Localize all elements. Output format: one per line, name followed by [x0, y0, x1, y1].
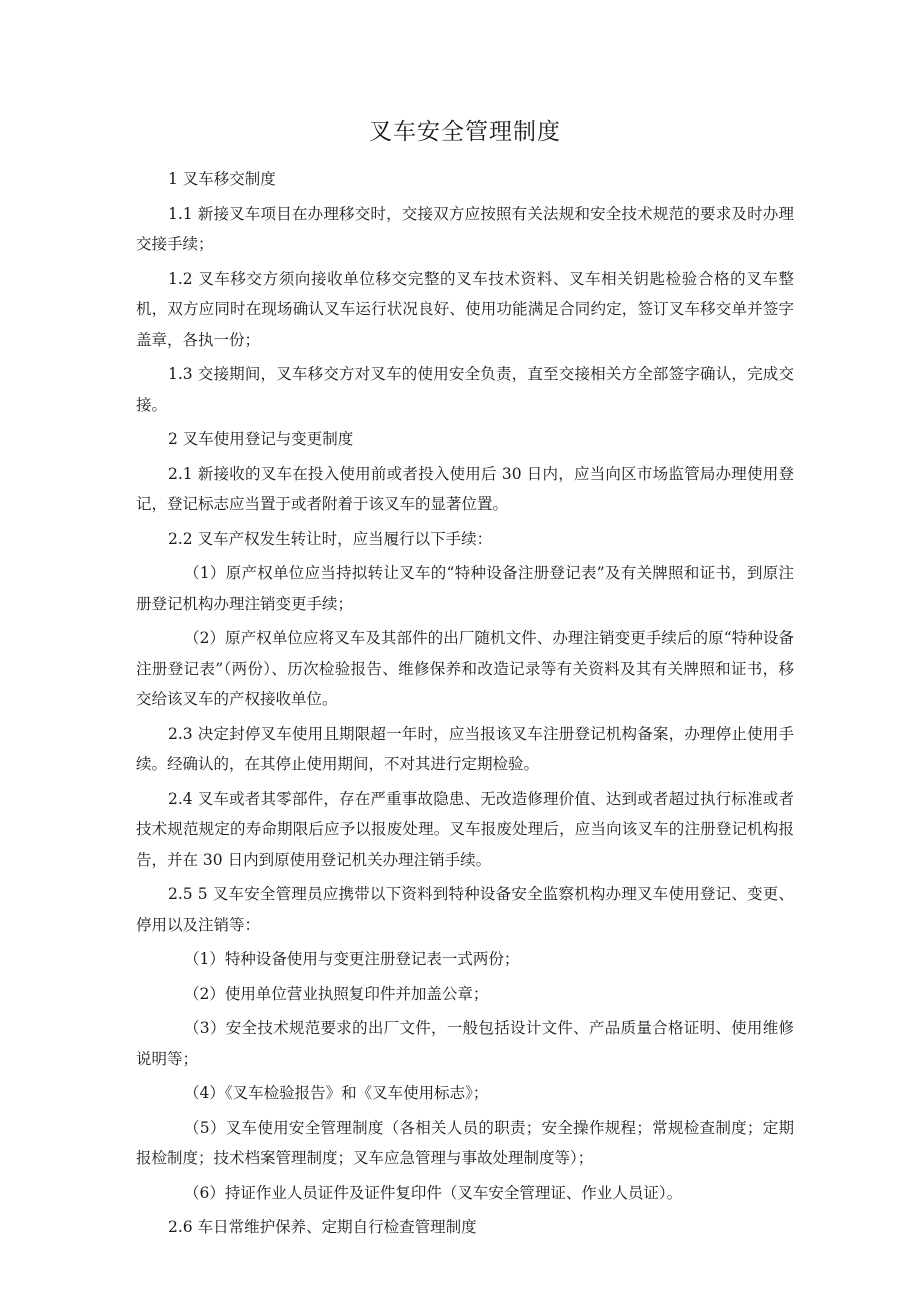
paragraph: 2 叉车使用登记与变更制度 [168, 430, 354, 448]
paragraph: 1.3 交接期间，叉车移交方对叉车的使用安全负责，直至交接相关方全部签字确认，完成交接。 [136, 365, 794, 414]
paragraph: （6）持证作业人员证件及证件复印件（叉车安全管理证、作业人员证）。 [184, 1183, 683, 1202]
paragraph: 2.2 叉车产权发生转让时，应当履行以下手续： [168, 529, 493, 548]
paragraph: 2.5 5 叉车安全管理员应携带以下资料到特种设备安全监察机构办理叉车使用登记、变更、停用以及注销等： [136, 885, 794, 934]
paragraph: （5）叉车使用安全管理制度（各相关人员的职责；安全操作规程；常规检查制度；定期报检制度；技术档案管理制度；叉车应急管理与事故处理制度等）； [136, 1118, 794, 1167]
paragraph: 2.6 车日常维护保养、定期自行检查管理制度 [168, 1218, 477, 1236]
paragraph: 1 叉车移交制度 [168, 170, 276, 188]
paragraph: （4）《叉车检验报告》和《叉车使用标志》； [184, 1084, 489, 1102]
paragraph: （2）原产权单位应将叉车及其部件的出厂随机文件、办理注销变更手续后的原“特种设备注册登记表”（两份）、历次检验报告、维修保养和改造记录等有关资料及其有关牌照和证书，移交给该叉车的产权接收单位。 [136, 629, 794, 708]
paragraph: （3）安全技术规范要求的出厂文件，一般包括设计文件、产品质量合格证明、使用维修说明等； [136, 1019, 794, 1068]
document-title: 叉车安全管理制度 [369, 119, 561, 145]
paragraph: 1.1 新接叉车项目在办理移交时，交接双方应按照有关法规和安全技术规范的要求及时办理交接手续； [136, 204, 794, 253]
paragraph: （1）原产权单位应当持拟转让叉车的“特种设备注册登记表”及有关牌照和证书，到原注册登记机构办理注销变更手续； [136, 564, 794, 613]
paragraph: 2.4 叉车或者其零部件，存在严重事故隐患、无改造修理价值、达到或者超过执行标准或者技术规范规定的寿命期限后应予以报废处理。叉车报废处理后，应当向该叉车的注册登记机构报告，并在 30 日内到原使用登记机关办理注销手续。 [136, 789, 794, 869]
paragraph: 1.2 叉车移交方须向接收单位移交完整的叉车技术资料、叉车相关钥匙检验合格的叉车整机，双方应同时在现场确认叉车运行状况良好、使用功能满足合同约定，签订叉车移交单并签字盖章，各执一份； [136, 269, 794, 349]
paragraph: 2.3 决定封停叉车使用且期限超一年时，应当报该叉车注册登记机构备案，办理停止使用手续。经确认的，在其停止使用期间，不对其进行定期检验。 [136, 724, 794, 773]
paragraph: （2）使用单位营业执照复印件并加盖公章； [184, 984, 489, 1003]
paragraph: 2.1 新接收的叉车在投入使用前或者投入使用后 30 日内，应当向区市场监管局办理使用登记，登记标志应当置于或者附着于该叉车的显著位置。 [136, 464, 794, 513]
document-body [136, 164, 794, 1243]
paragraph: （1）特种设备使用与变更注册登记表一式两份； [184, 950, 520, 968]
